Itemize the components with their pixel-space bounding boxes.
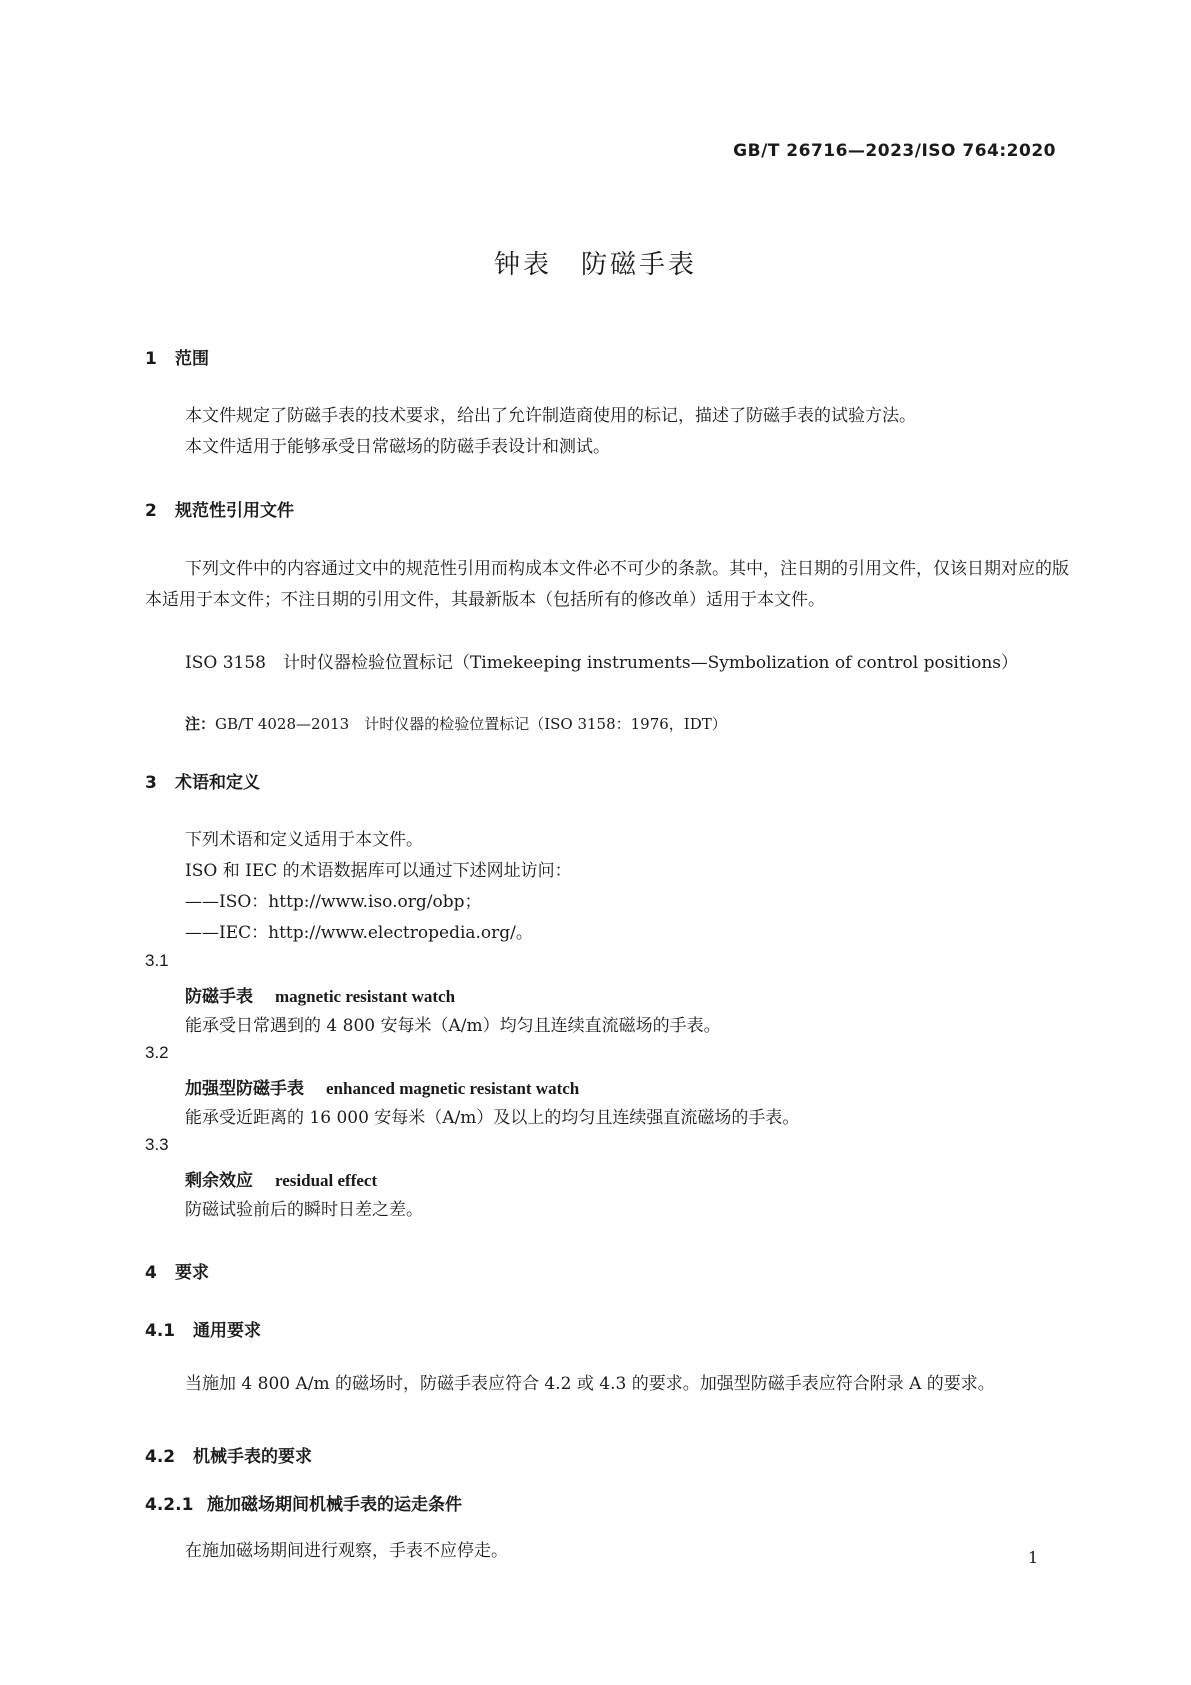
term-3-1-definition: 能承受日常遇到的 4 800 安每米（A/m）均匀且连续直流磁场的手表。 [185,1016,721,1036]
term-3-1-en: magnetic resistant watch [275,987,456,1006]
section-1-title: 范围 [175,349,209,369]
section-1-number: 1 [145,349,157,369]
subsection-4-2-1-title: 施加磁场期间机械手表的运走条件 [207,1495,462,1515]
subsection-4-2-1-paragraph: 在施加磁场期间进行观察，手表不应停走。 [185,1541,508,1561]
section-4-title: 要求 [175,1263,209,1283]
term-3-2-en: enhanced magnetic resistant watch [326,1079,580,1098]
iso-terminology-url: ——ISO：http://www.iso.org/obp； [185,892,482,912]
section-3-title: 术语和定义 [175,773,260,793]
section-1-paragraph-2: 本文件适用于能够承受日常磁场的防磁手表设计和测试。 [185,437,610,457]
subsection-4-2-heading [145,1442,312,1467]
iec-terminology-url: ——IEC：http://www.electropedia.org/。 [185,923,533,943]
standard-code: GB/T 26716—2023/ISO 764:2020 [733,141,1056,161]
term-3-3-zh: 剩余效应 [185,1171,253,1191]
section-3-number: 3 [145,773,157,793]
term-3-1-number: 3.1 [145,951,169,970]
section-4-number: 4 [145,1263,157,1283]
term-3-3-en: residual effect [275,1171,378,1190]
section-3-paragraph-1: 下列术语和定义适用于本文件。 [185,830,423,850]
section-2-paragraph-1: 下列文件中的内容通过文中的规范性引用而构成本文件必不可少的条款。其中，注日期的引用文件，仅该日期对应的版本适用于本文件；不注日期的引用文件，其最新版本（包括所有的修改单）适用于本文件。 [145,559,1069,610]
normative-reference-iso-3158: ISO 3158 计时仪器检验位置标记（Timekeeping instruments—Symbolization of control positions） [185,653,1019,673]
term-3-2-definition: 能承受近距离的 16 000 安每米（A/m）及以上的均匀且连续强直流磁场的手表。 [185,1108,800,1128]
section-1-paragraph-1: 本文件规定了防磁手表的技术要求，给出了允许制造商使用的标记，描述了防磁手表的试验方法。 [185,406,916,426]
subsection-4-1-paragraph: 当施加 4 800 A/m 的磁场时，防磁手表应符合 4.2 或 4.3 的要求。加强型防磁手表应符合附录 A 的要求。 [185,1374,995,1394]
term-3-3-number: 3.3 [145,1135,169,1154]
section-3-heading [145,768,260,793]
subsection-4-2-number: 4.2 [145,1447,176,1467]
document-title: 钟表 防磁手表 [493,250,697,280]
term-3-3-definition: 防磁试验前后的瞬时日差之差。 [185,1200,423,1220]
note-text: GB/T 4028—2013 计时仪器的检验位置标记（ISO 3158：1976，IDT） [215,715,727,733]
section-2-title: 规范性引用文件 [175,501,294,521]
section-4-heading [145,1258,209,1283]
subsection-4-1-title: 通用要求 [193,1321,261,1341]
section-2-number: 2 [145,501,157,521]
term-3-2-heading [185,1074,579,1099]
term-3-1-zh: 防磁手表 [185,987,253,1007]
section-2-heading [145,496,294,521]
reference-note [185,713,727,734]
note-label: 注： [185,715,216,733]
subsection-4-2-1-number: 4.2.1 [145,1495,194,1515]
subsection-4-1-number: 4.1 [145,1321,176,1341]
subsection-4-2-title: 机械手表的要求 [193,1447,312,1467]
section-1-heading [145,344,209,369]
subsection-4-1-heading [145,1316,261,1341]
term-3-2-number: 3.2 [145,1043,169,1062]
subsection-4-2-1-heading [145,1490,462,1515]
term-3-2-zh: 加强型防磁手表 [185,1079,304,1099]
term-3-3-heading [185,1166,377,1191]
term-3-1-heading [185,982,455,1007]
page-number: 1 [1028,1548,1039,1567]
section-3-paragraph-2: ISO 和 IEC 的术语数据库可以通过下述网址访问： [185,861,572,881]
